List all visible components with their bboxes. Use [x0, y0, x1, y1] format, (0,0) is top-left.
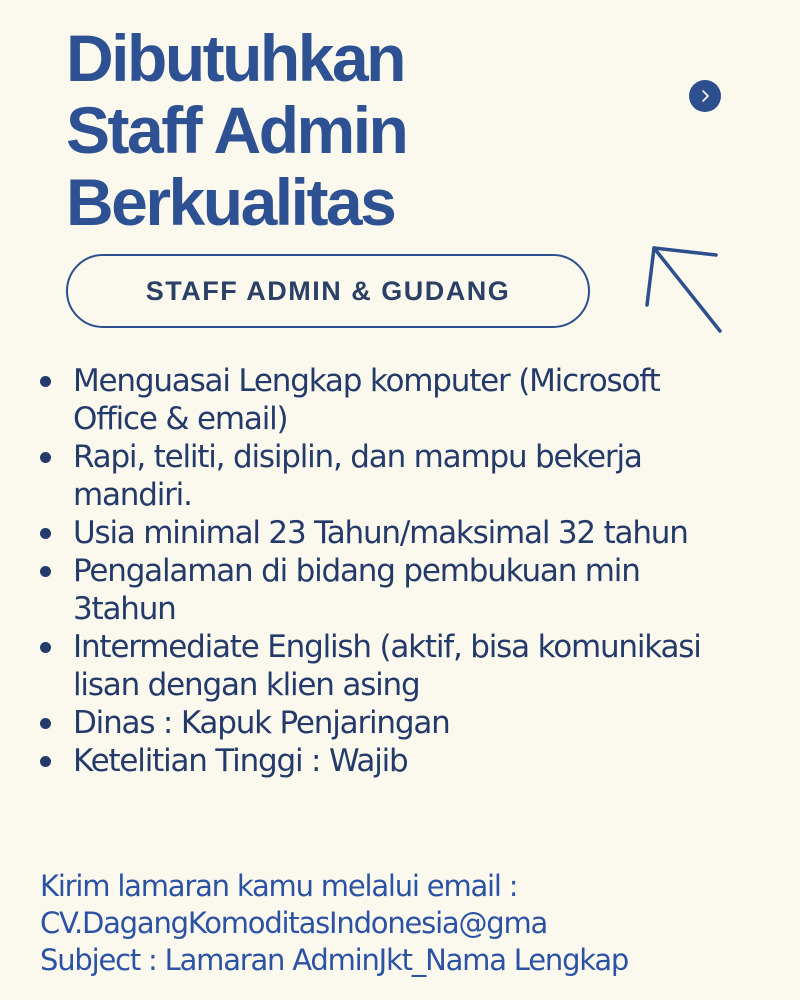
- contact-email: CV.DagangKomoditasIndonesia@gma: [40, 906, 548, 940]
- bullet-icon: [40, 528, 51, 539]
- contact-subject: Subject : Lamaran AdminJkt_Nama Lengkap: [40, 943, 629, 977]
- requirements-list: [38, 362, 738, 780]
- requirement-text: Intermediate English (aktif, bisa komunikasi lisan dengan klien asing: [73, 629, 701, 703]
- requirement-text: Rapi, teliti, disiplin, dan mampu bekerja mandiri.: [73, 439, 642, 513]
- requirement-text: Pengalaman di bidang pembukuan min 3tahun: [73, 553, 640, 627]
- bullet-icon: [40, 756, 51, 767]
- list-item: [38, 552, 738, 628]
- page-title: [66, 22, 586, 238]
- title-line-1: Dibutuhkan: [66, 21, 404, 95]
- bullet-icon: [40, 718, 51, 729]
- position-badge-label: STAFF ADMIN & GUDANG: [145, 275, 511, 306]
- bullet-icon: [40, 376, 51, 387]
- requirement-text: Dinas : Kapuk Penjaringan: [73, 705, 450, 741]
- requirement-text: Ketelitian Tinggi : Wajib: [73, 743, 408, 779]
- bullet-icon: [40, 452, 51, 463]
- contact-info: [40, 868, 780, 979]
- list-item: [38, 742, 738, 780]
- position-badge: [66, 254, 590, 328]
- chevron-right-icon: [689, 80, 721, 112]
- title-line-3: Berkualitas: [66, 165, 395, 239]
- list-item: [38, 704, 738, 742]
- next-button[interactable]: [689, 80, 721, 112]
- list-item: [38, 514, 738, 552]
- requirement-text: Usia minimal 23 Tahun/maksimal 32 tahun: [73, 515, 688, 551]
- contact-instruction: Kirim lamaran kamu melalui email :: [40, 869, 518, 903]
- list-item: [38, 628, 738, 704]
- title-line-2: Staff Admin: [66, 93, 407, 167]
- bullet-icon: [40, 566, 51, 577]
- bullet-icon: [40, 642, 51, 653]
- arrow-up-left-icon: [640, 238, 730, 338]
- list-item: [38, 438, 738, 514]
- list-item: [38, 362, 738, 438]
- requirement-text: Menguasai Lengkap komputer (Microsoft Office & email): [73, 363, 660, 437]
